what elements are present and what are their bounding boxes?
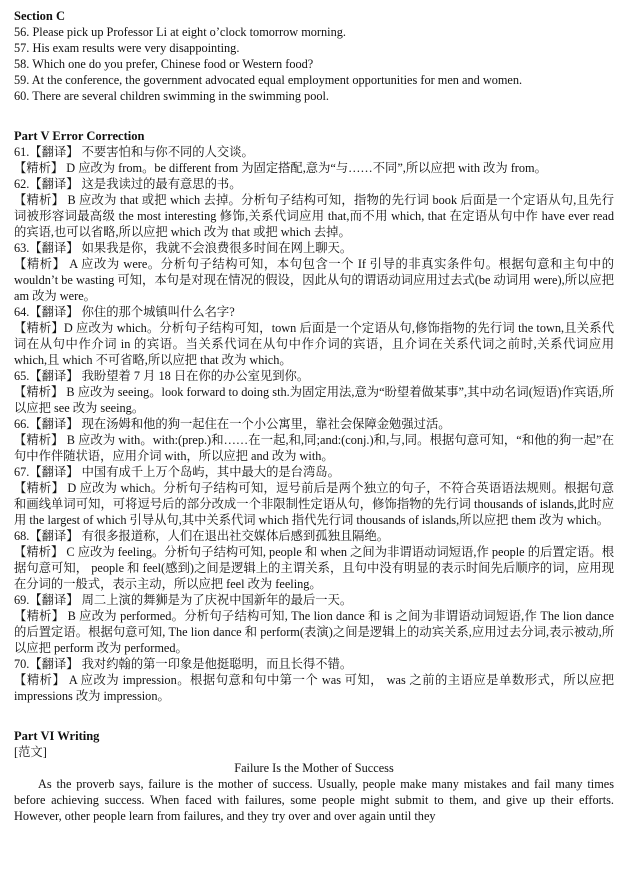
- item-67-translation: 67.【翻译】 中国有成千上万个岛屿，其中最大的是台湾岛。: [14, 465, 340, 479]
- part-5-heading: Part V Error Correction: [14, 129, 145, 143]
- item-70-translation: 70.【翻译】 我对约翰的第一印象是他挺聪明，而且长得不错。: [14, 657, 353, 671]
- item-69-analysis: 【精析】 B 应改为 performed。分析句子结构可知, The lion dance 和 is 之间为非谓语动词短语,作 The lion dance 的后置定语。根据句意可知, The lion dance 和 perform(表演)之间是逻辑上的动宾关系,应用过去分词,表示被动,所以应把 perform 改为 performed。: [14, 609, 614, 655]
- document-page: [14, 8, 614, 824]
- item-70-analysis: 【精析】 A 应改为 impression。根据句意和句中第一个 was 可知， was 之前的主语应是单数形式，所以应把 impressions 改为 impression。: [14, 673, 614, 703]
- item-64-analysis: 【精析】D 应改为 which。分析句子结构可知，town 后面是一个定语从句,修饰指物的先行词 the town,且关系代词在从句中作介词 in 的宾语。当关系代词在从句中作介词的宾语，且介词在关系代词之前时,关系代词应用 which,且 which 不可省略,所以应把 that 改为 which。: [14, 321, 614, 367]
- sentence-56: 56. Please pick up Professor Li at eight o’clock tomorrow morning.: [14, 25, 346, 39]
- essay-body: As the proverb says, failure is the mother of success. Usually, people make many mistakes and fail many times before achieving success. When faced with failures, some people might submit to them, and give up their efforts. However, other people learn from failures, and they try over and over again until they: [14, 777, 614, 823]
- item-66-translation: 66.【翻译】 现在汤姆和他的狗一起住在一个小公寓里，靠社会保障金勉强过活。: [14, 417, 451, 431]
- item-66-analysis: 【精析】 B 应改为 with。with:(prep.)和……在一起,和,同;and:(conj.)和,与,同。根据句意可知，“和他的狗一起”在句中作伴随状语，应用介词 with，所以应把 and 改为 with。: [14, 433, 614, 463]
- item-67-analysis: 【精析】 D 应改为 which。分析句子结构可知，逗号前后是两个独立的句子，不符合英语语法规则。根据句意和画线单词可知，可将逗号后的部分改成一个非限制性定语从句，修饰指物的先行词 thousands of islands,此时应用 the largest of which 引导从句,其中关系代词 which 指代先行词 thousands of islands,所以应把 them 改为 which。: [14, 481, 614, 527]
- model-essay-label: [范文]: [14, 745, 47, 759]
- item-62-translation: 62.【翻译】 这是我读过的最有意思的书。: [14, 177, 242, 191]
- item-63-translation: 63.【翻译】 如果我是你，我就不会浪费很多时间在网上聊天。: [14, 241, 353, 255]
- essay-title: Failure Is the Mother of Success: [234, 761, 394, 775]
- sentence-60: 60. There are several children swimming in the swimming pool.: [14, 89, 329, 103]
- section-c-heading: Section C: [14, 9, 66, 23]
- item-68-translation: 68.【翻译】 有很多报道称，人们在退出社交媒体后感到孤独且隔绝。: [14, 529, 390, 543]
- item-62-analysis: 【精析】 B 应改为 that 或把 which 去掉。分析句子结构可知，指物的先行词 book 后面是一个定语从句,且先行词被形容词最高级 the most interesting 修饰,关系代词应用 that,而不用 which, that 在定语从句中作 have ever read 的宾语,也可以省略,所以应把 which 改为 that 或把 which 去掉。: [14, 193, 614, 239]
- sentence-58: 58. Which one do you prefer, Chinese food or Western food?: [14, 57, 314, 71]
- item-61-analysis: 【精析】 D 应改为 from。be different from 为固定搭配,意为“与……不同”,所以应把 with 改为 from。: [14, 161, 547, 175]
- part-6-heading: Part VI Writing: [14, 729, 100, 743]
- item-65-translation: 65.【翻译】 我盼望着 7 月 18 日在你的办公室见到你。: [14, 369, 310, 383]
- sentence-57: 57. His exam results were very disappointing.: [14, 41, 240, 55]
- sentence-59: 59. At the conference, the government advocated equal employment opportunities for men and women.: [14, 73, 523, 87]
- item-68-analysis: 【精析】 C 应改为 feeling。分析句子结构可知, people 和 when 之间为非谓语动词短语,作 people 的后置定语。根据句意可知， people 和 feel(感到)之间是逻辑上的主谓关系，且句中没有明显的表示时间先后顺序的词，应用现在分词的一般式，表示主动，所以应把 feel 改为 feeling。: [14, 545, 614, 591]
- item-61-translation: 61.【翻译】 不要害怕和与你不同的人交谈。: [14, 145, 254, 159]
- item-64-translation: 64.【翻译】 你住的那个城镇叫什么名字?: [14, 305, 235, 319]
- item-63-analysis: 【精析】 A 应改为 were。分析句子结构可知，本句包含一个 If 引导的非真实条件句。根据句意和主句中的 wouldn’t be wasting 可知，本句是对现在情况的假设，因此从句的谓语动词应用过去式(be 动词用 were),所以应把 am 改为 were。: [14, 257, 614, 303]
- item-69-translation: 69.【翻译】 周二上演的舞狮是为了庆祝中国新年的最后一天。: [14, 593, 353, 607]
- item-65-analysis: 【精析】 B 应改为 seeing。look forward to doing sth.为固定用法,意为“盼望着做某事”,其中动名词(短语)作宾语,所以应把 see 改为 seeing。: [14, 385, 614, 415]
